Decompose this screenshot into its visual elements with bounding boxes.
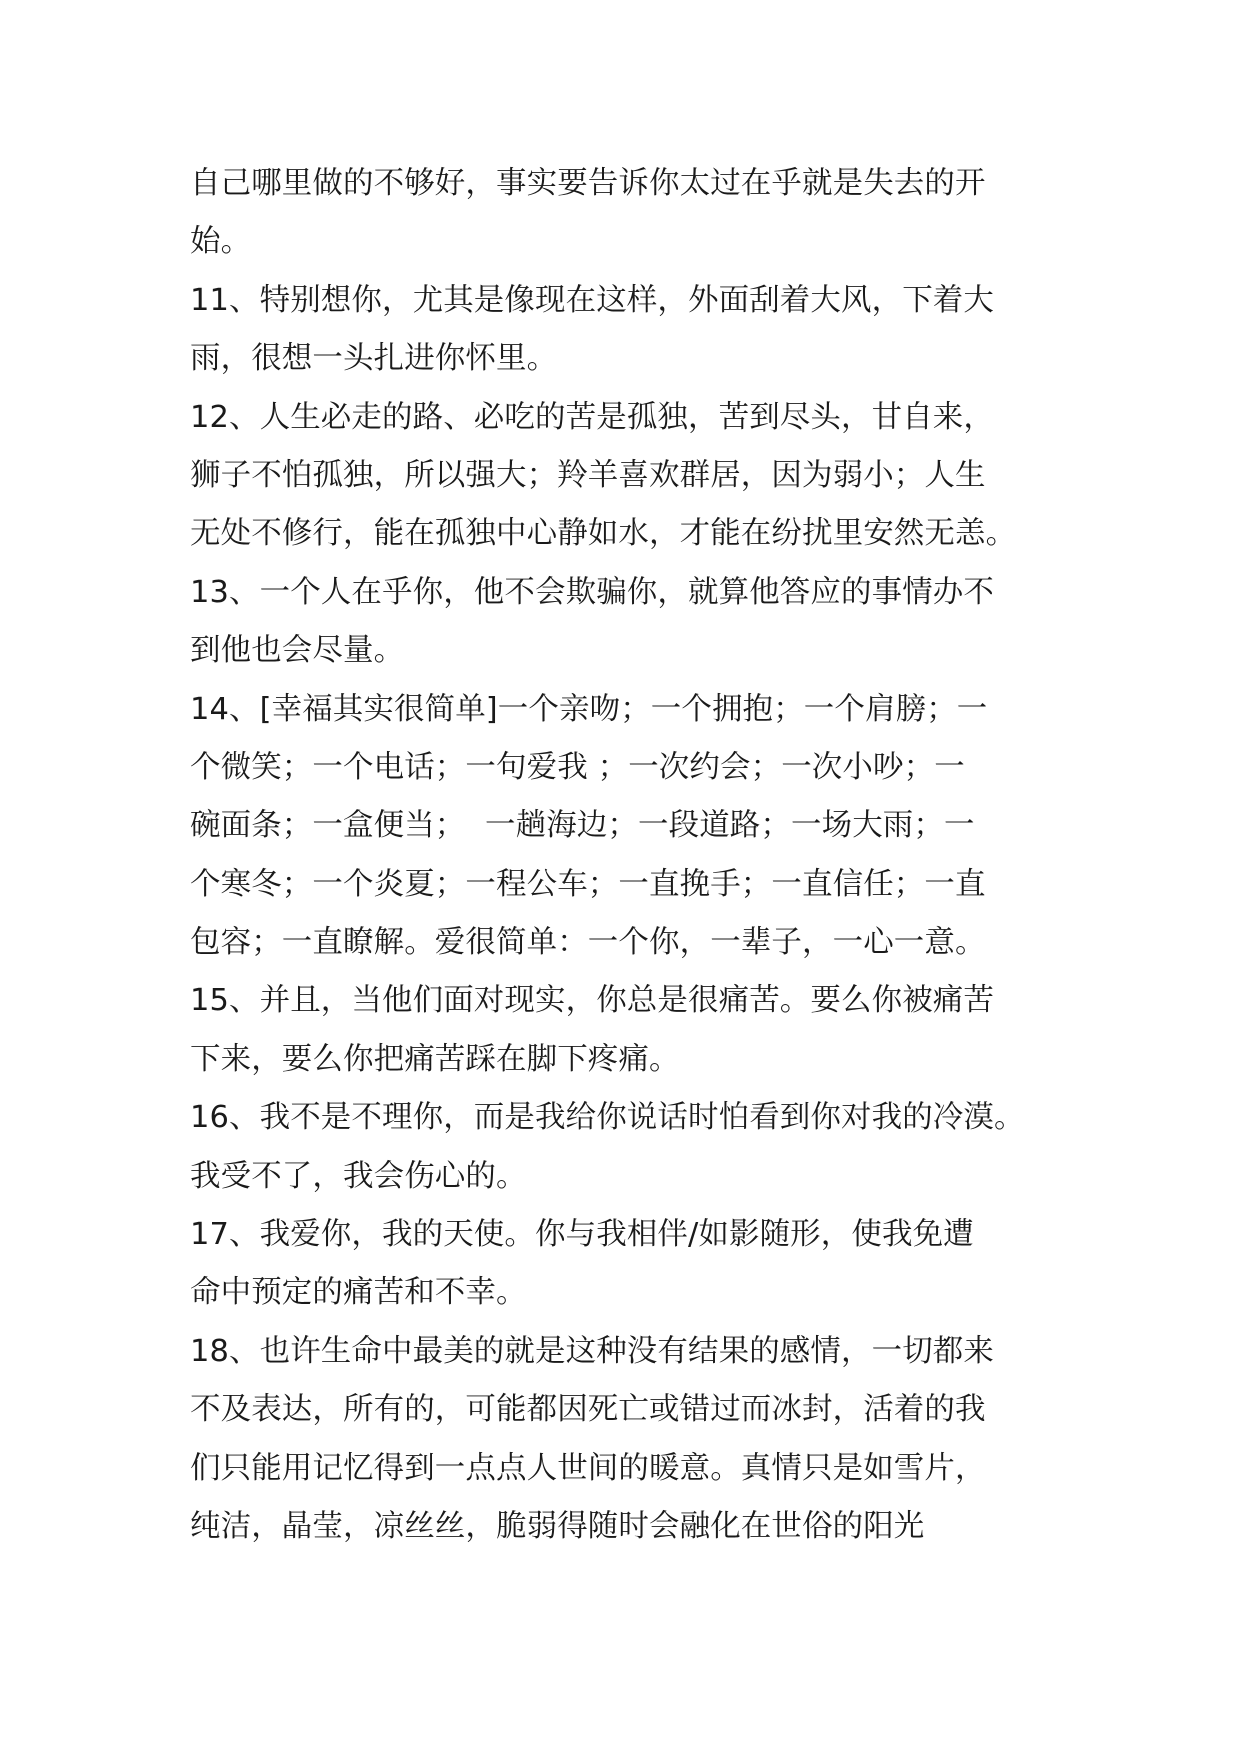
text-line: 个寒冬；一个炎夏；一程公车；一直挽手；一直信任；一直	[190, 866, 986, 902]
text-line: 我受不了，我会伤心的。	[190, 1158, 527, 1194]
text-line: 个微笑；一个电话；一句爱我 ；一次约会；一次小吵；一	[190, 749, 965, 785]
text-line: 碗面条；一盒便当； 一趟海边；一段道路；一场大雨；一	[190, 808, 975, 844]
text-line: 纯洁，晶莹，凉丝丝，脆弱得随时会融化在世俗的阳光	[190, 1508, 925, 1544]
text-line: 们只能用记忆得到一点点人世间的暖意。真情只是如雪片，	[190, 1450, 986, 1486]
text-line: 狮子不怕孤独，所以强大；羚羊喜欢群居，因为弱小；人生	[190, 457, 986, 493]
text-line: 18、也许生命中最美的就是这种没有结果的感情，一切都来	[190, 1333, 995, 1369]
text-line: 15、并且，当他们面对现实，你总是很痛苦。要么你被痛苦	[190, 983, 995, 1019]
text-line: 11、特别想你，尤其是像现在这样，外面刮着大风，下着大	[190, 282, 995, 318]
text-line: 16、我不是不理你，而是我给你说话时怕看到你对我的冷漠。	[190, 1100, 1025, 1136]
text-line: 始。	[190, 224, 252, 260]
text-line: 自己哪里做的不够好，事实要告诉你太过在乎就是失去的开	[190, 166, 986, 201]
text-line: 12、人生必走的路、必吃的苦是孤独，苦到尽头，甘自来，	[190, 399, 995, 435]
text-line: 命中预定的痛苦和不幸。	[190, 1275, 527, 1311]
body-text	[190, 155, 1070, 1556]
text-line: 下来，要么你把痛苦踩在脚下疼痛。	[190, 1041, 680, 1077]
text-line: 雨，很想一头扎进你怀里。	[190, 341, 558, 377]
text-line: 14、[幸福其实很简单]一个亲吻；一个拥抱；一个肩膀；一	[190, 691, 988, 727]
text-line: 到他也会尽量。	[190, 633, 405, 669]
text-line: 17、我爱你，我的天使。你与我相伴/如影随形，使我免遭	[190, 1217, 974, 1253]
text-line: 13、一个人在乎你，他不会欺骗你，就算他答应的事情办不	[190, 574, 995, 610]
text-line: 不及表达，所有的，可能都因死亡或错过而冰封，活着的我	[190, 1392, 986, 1428]
text-line: 包容；一直瞭解。爱很简单：一个你，一辈子，一心一意。	[190, 925, 986, 961]
text-line: 无处不修行，能在孤独中心静如水，才能在纷扰里安然无恙。	[190, 516, 1017, 552]
